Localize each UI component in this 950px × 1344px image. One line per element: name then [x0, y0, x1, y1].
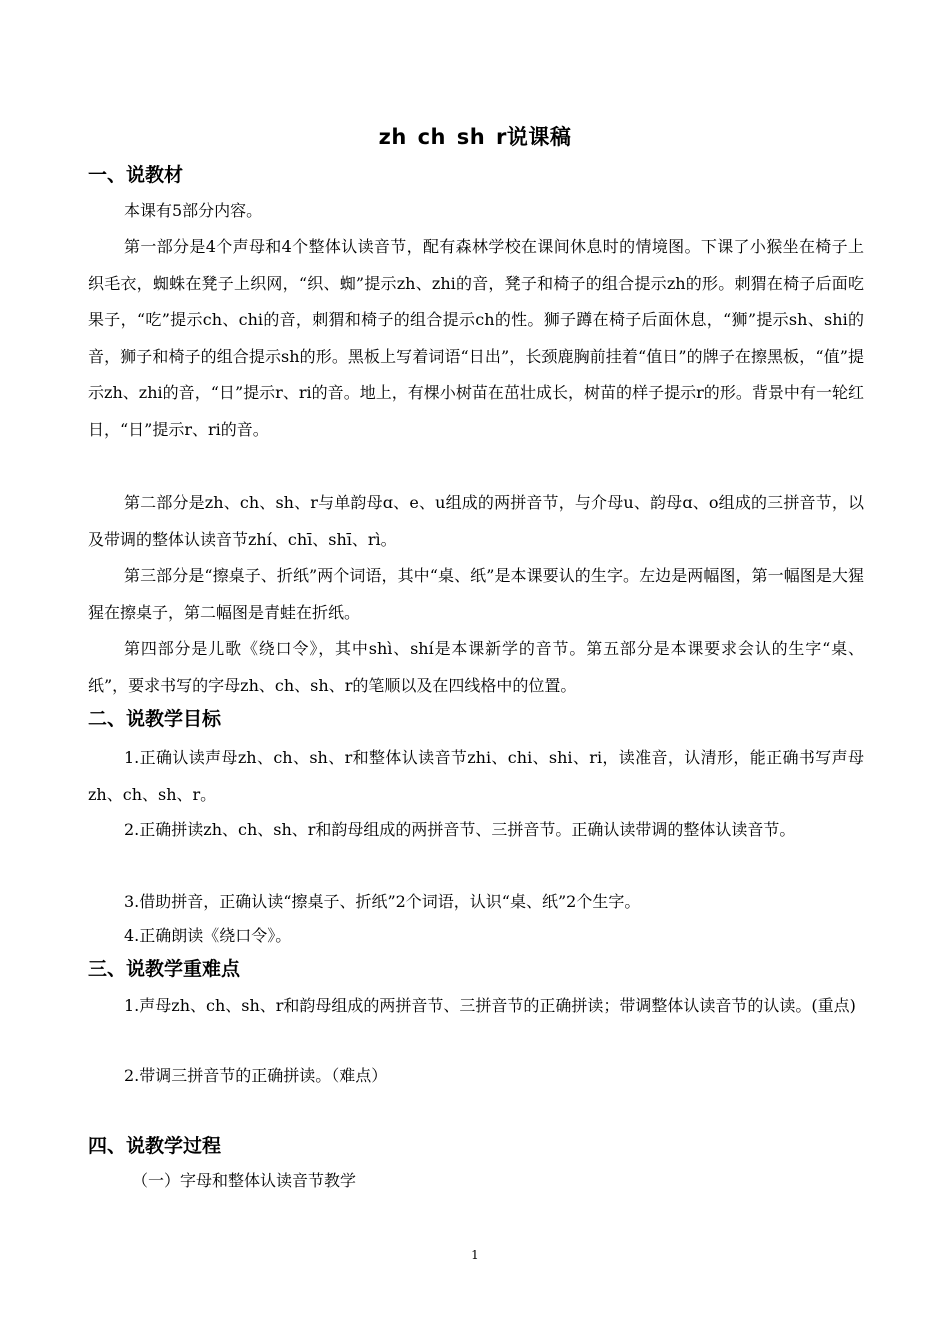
paragraph: 2.正确拼读zh、ch、sh、r和韵母组成的两拼音节、三拼音节。正确认读带调的整体认读音节。 — [124, 820, 796, 839]
subsection-title: （一）字母和整体认读音节教学 — [132, 1171, 357, 1190]
paragraph: 第四部分是儿歌《绕口令》，其中shì、shí是本课新学的音节。第五部分是本课要求会认的生字“桌、纸”，要求书写的字母zh、ch、sh、r的笔顺以及在四线格中的位置。 — [88, 639, 864, 695]
section-heading-key-points: 三、说教学重难点 — [88, 958, 241, 980]
paragraph: 2.带调三拼音节的正确拼读。（难点） — [124, 1066, 388, 1085]
paragraph: 第三部分是“擦桌子、折纸”两个词语，其中“桌、纸”是本课要认的生字。左边是两幅图，第一幅图是大猩猩在擦桌子，第二幅图是青蛙在折纸。 — [88, 566, 864, 622]
paragraph: 1.声母zh、ch、sh、r和韵母组成的两拼音节、三拼音节的正确拼读；带调整体认读音节的认读。(重点) — [124, 996, 856, 1015]
page-title: zh ch sh r说课稿 — [378, 125, 572, 149]
paragraph: 1.正确认读声母zh、ch、sh、r和整体认读音节zhi、chi、shi、ri，读准音，认清形，能正确书写声母zh、ch、sh、r。 — [88, 748, 864, 804]
section-heading-textbook: 一、说教材 — [88, 164, 184, 186]
paragraph: 第二部分是zh、ch、sh、r与单韵母ɑ、e、u组成的两拼音节，与介母u、韵母ɑ、o组成的三拼音节，以及带调的整体认读音节zhí、chī、shī、rì。 — [88, 493, 864, 549]
paragraph: 本课有5部分内容。 — [124, 201, 263, 220]
paragraph: 4.正确朗读《绕口令》。 — [124, 926, 292, 945]
page-number: 1 — [471, 1248, 479, 1262]
section-heading-process: 四、说教学过程 — [88, 1135, 222, 1157]
section-heading-objectives: 二、说教学目标 — [88, 708, 222, 730]
paragraph: 第一部分是4个声母和4个整体认读音节，配有森林学校在课间休息时的情境图。下课了小猴坐在椅子上织毛衣，蜘蛛在凳子上织网，“织、蜘”提示zh、zhi的音，凳子和椅子的组合提示zh的形。刺猬在椅子后面吃果子，“吃”提示ch、chi的音，刺猬和椅子的组合提示ch的性。狮子蹲在椅子后面休息，“狮”提示sh、shi的音，狮子和椅子的组合提示sh的形。黑板上写着词语“日出”，长颈鹿胸前挂着“值日”的牌子在擦黑板，“值”提示zh、zhi的音，“日”提示r、ri的音。地上，有棵小树苗在茁壮成长，树苗的样子提示r的形。背景中有一轮红日，“日”提示r、ri的音。 — [88, 237, 864, 439]
paragraph: 3.借助拼音，正确认读“擦桌子、折纸”2个词语，认识“桌、纸”2个生字。 — [124, 892, 641, 911]
